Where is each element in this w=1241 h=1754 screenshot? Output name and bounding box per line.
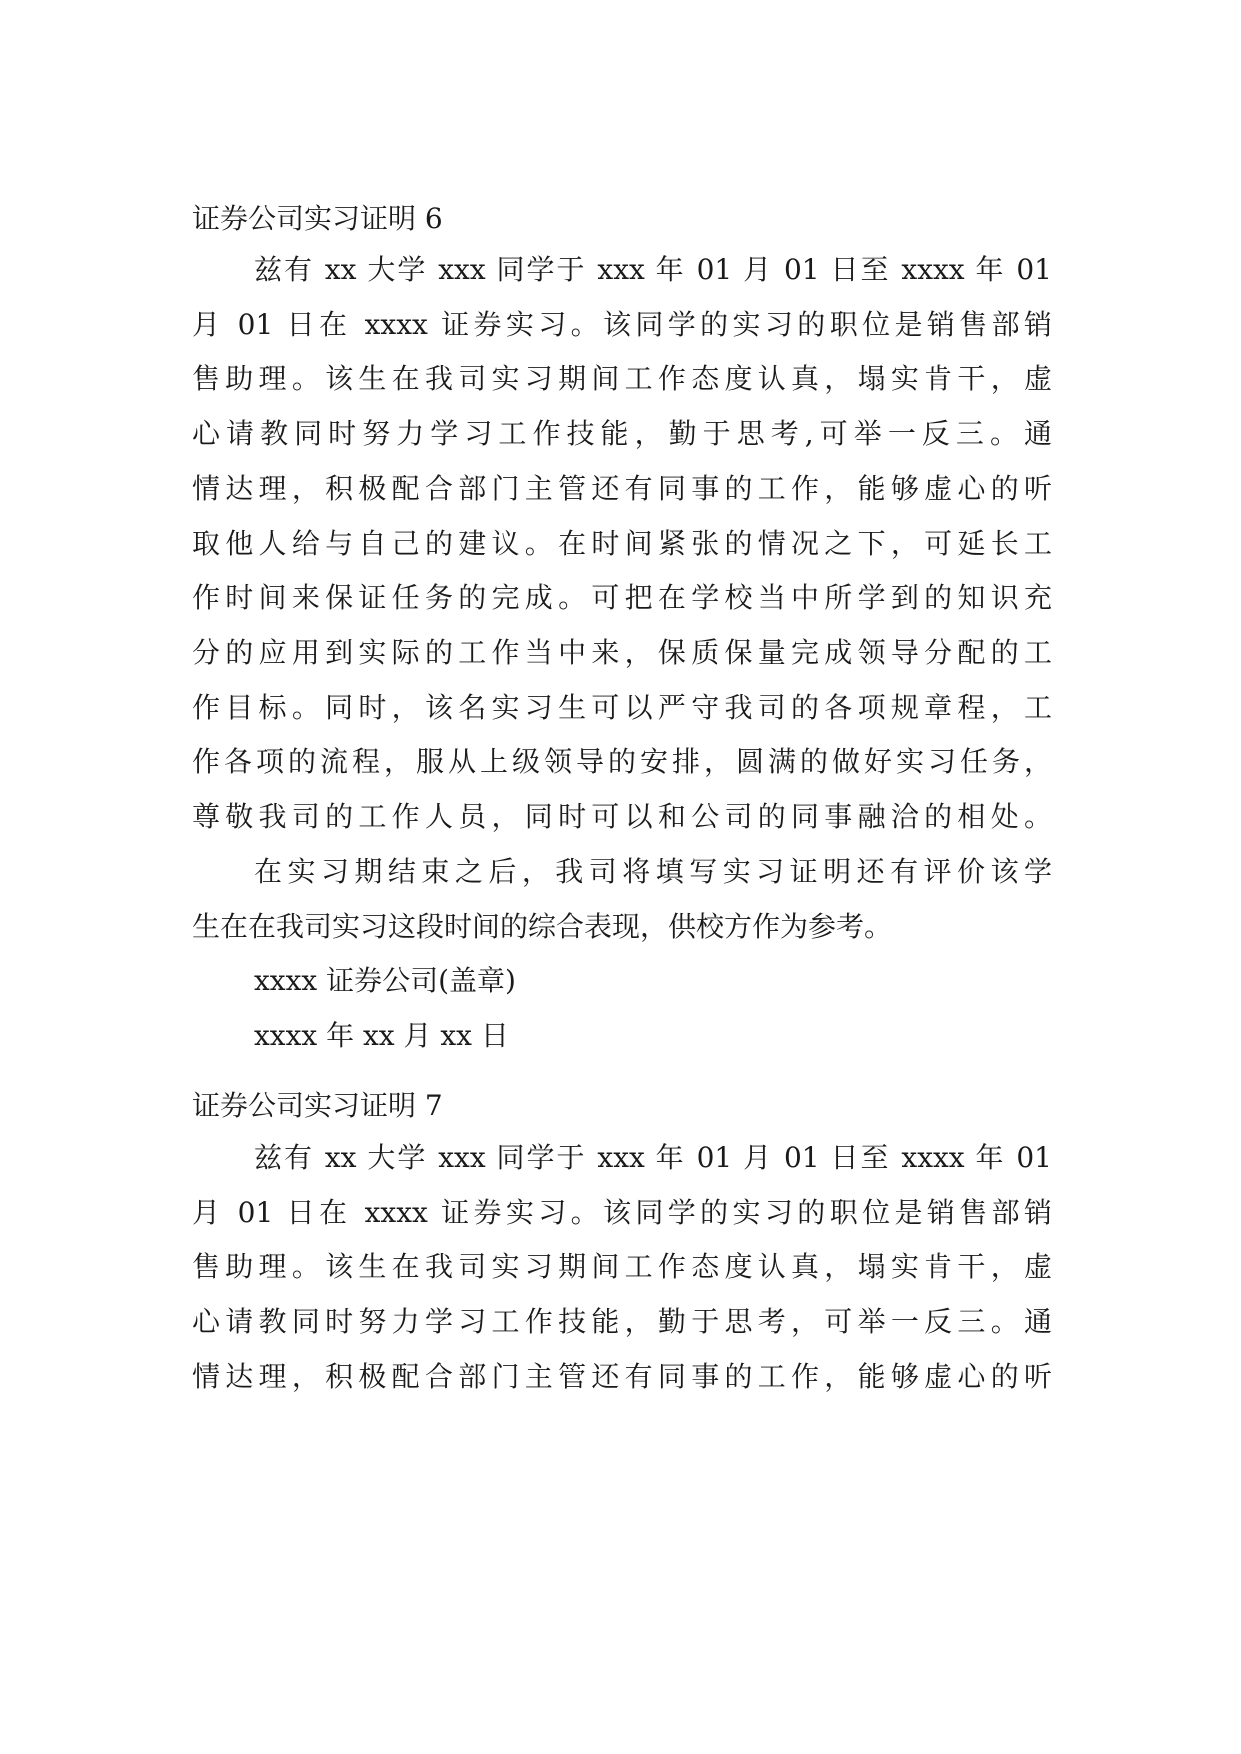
paragraph-line: 尊敬我司的工作人员，同时可以和公司的同事融洽的相处。	[192, 800, 1052, 833]
company-signature: xxxx 证券公司(盖章)	[254, 964, 516, 997]
section-title: 证券公司实习证明 6	[192, 202, 443, 235]
paragraph-line: 月 01 日在 xxxx 证券实习。该同学的实习的职位是销售部销	[192, 1196, 1052, 1229]
paragraph-line: 心请教同时努力学习工作技能，勤于思考,可举一反三。通	[192, 417, 1052, 450]
paragraph-line: 作各项的流程，服从上级领导的安排，圆满的做好实习任务，	[192, 745, 1052, 778]
paragraph-line: 兹有 xx 大学 xxx 同学于 xxx 年 01 月 01 日至 xxxx 年 01	[254, 1141, 1052, 1174]
paragraph-line: 作时间来保证任务的完成。可把在学校当中所学到的知识充	[192, 581, 1052, 614]
paragraph-line: 月 01 日在 xxxx 证券实习。该同学的实习的职位是销售部销	[192, 308, 1052, 341]
section-title: 证券公司实习证明 7	[192, 1089, 443, 1122]
paragraph-line: 在实习期结束之后，我司将填写实习证明还有评价该学	[254, 855, 1052, 888]
paragraph-line: 兹有 xx 大学 xxx 同学于 xxx 年 01 月 01 日至 xxxx 年 01	[254, 253, 1052, 286]
paragraph-line: 售助理。该生在我司实习期间工作态度认真，塌实肯干，虚	[192, 362, 1052, 395]
paragraph-line: 生在在我司实习这段时间的综合表现，供校方作为参考。	[192, 910, 893, 943]
paragraph-line: 心请教同时努力学习工作技能，勤于思考，可举一反三。通	[192, 1305, 1052, 1338]
paragraph-line: 情达理，积极配合部门主管还有同事的工作，能够虚心的听	[192, 1360, 1052, 1393]
paragraph-line: 售助理。该生在我司实习期间工作态度认真，塌实肯干，虚	[192, 1250, 1052, 1283]
paragraph-line: 情达理，积极配合部门主管还有同事的工作，能够虚心的听	[192, 472, 1052, 505]
paragraph-line: 作目标。同时，该名实习生可以严守我司的各项规章程，工	[192, 691, 1052, 724]
signature-date: xxxx 年 xx 月 xx 日	[254, 1019, 509, 1052]
paragraph-line: 取他人给与自己的建议。在时间紧张的情况之下，可延长工	[192, 527, 1052, 560]
paragraph-line: 分的应用到实际的工作当中来，保质保量完成领导分配的工	[192, 636, 1052, 669]
